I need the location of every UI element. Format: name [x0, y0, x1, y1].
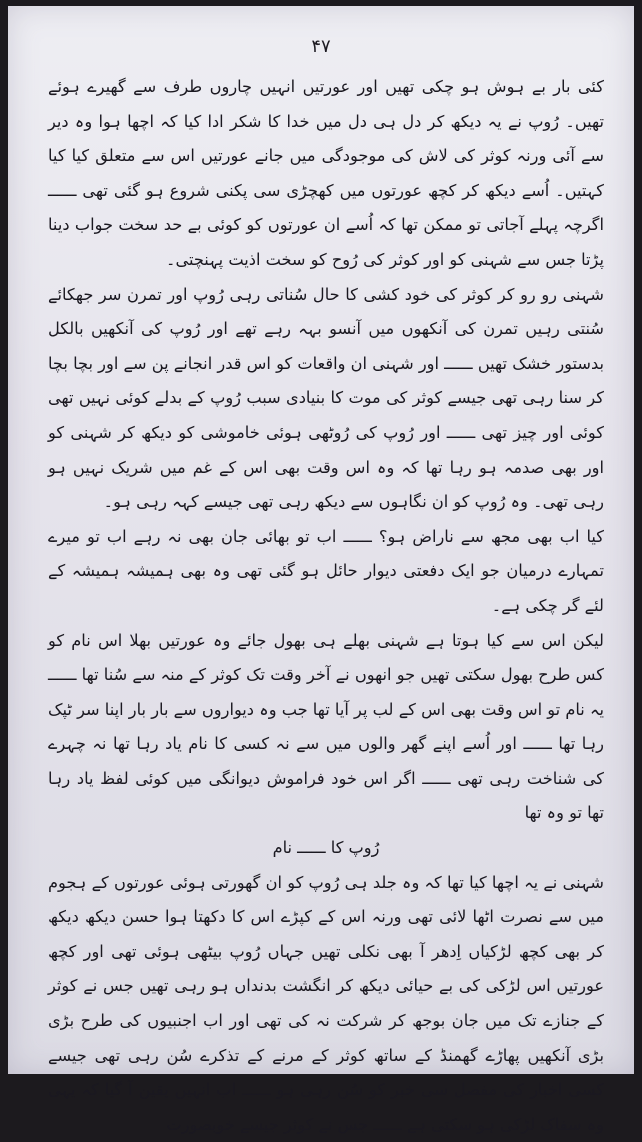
- page-number: ۴۷: [311, 36, 331, 57]
- paragraph: شہنی نے یہ اچھا کیا تھا کہ وہ جلد ہی رُوپ کو ان گھورتی ہوئی عورتوں کے ہجوم میں سے نصرت اٹھا لائی تھی ورنہ اس کے کپڑے اس کا دکھتا ہوا حسن دیکھ دیکھ کر بھی کچھ لڑکیاں اِدھر آ بھی نکلی تھیں جہاں رُوپ بیٹھی ہوئی تھی اور کچھ عورتیں اس لڑکی کی بے حیائی دیکھ کر انگشت بدنداں ہو رہی تھیں جس نے کوثر کے جنازے تک میں جان بوجھ کر شرکت نہ کی تھی اور اب اجنبیوں کی طرح بڑی بڑی آنکھیں پھاڑے گھمنڈ کے ساتھ کوثر کے مرنے کے تذکرے سُن رہی تھی جیسے کسی اخبار کی مفصل سی خبر کو سُن رہی ہو ــــــ اب انہیں یقین آ گیا کہ یہی وہ سفاک لڑکی ہو سکتی ہے ــــــ جس نے کوثر جیسے خوبصورت: [48, 872, 604, 1134]
- book-page: [8, 6, 634, 1134]
- paragraph: لیکن اس سے کیا ہوتا ہے شہنی بھلے ہی بھول جائے وہ عورتیں بھلا اس نام کو کس طرح بھول سکتی تھیں جو انھوں نے آخر وقت تک کوثر کے منہ سے سُنا تھا ــــــ یہ نام تو اس وقت بھی اس کے لب پر آیا تھا جب وہ دیواروں سے بار بار اپنا سر ٹپک رہا تھا ــــــ اور اُسے اپنے گھر والوں میں سے نہ کسی کا نام یاد رہا تھا نہ چہرے کی شناخت رہی تھی ــــــ اگر اس خود فراموش دیوانگی میں کوئی لفظ یاد رہا تھا تو وہ تھا: [48, 630, 604, 823]
- paragraph-heading: رُوپ کا ــــــ نام: [272, 838, 380, 858]
- body-text: [48, 70, 604, 1142]
- paragraph: کیا اب بھی مجھ سے ناراض ہو؟ ــــــ اب تو بھائی جان بھی نہ رہے اب تو میرے تمہارے درمیان جو ایک دفعتی دیوار حائل ہو گئی تھی وہ بھی ہمیشہ ہمیشہ کے لئے گر چکی ہے۔: [48, 526, 604, 615]
- paragraph: کئی بار بے ہوش ہو چکی تھیں اور عورتیں انہیں چاروں طرف سے گھیرے ہوئے تھیں۔ رُوپ نے یہ دیکھ کر دل ہی دل میں خدا کا شکر ادا کیا کہ اچھا ہوا وہ دیر سے آئی ورنہ کوثر کی لاش کی موجودگی میں جانے عورتیں اس سے متعلق کیا کیا کہتیں۔ اُسے دیکھ کر کچھ عورتوں میں کھچڑی سی پکنی شروع ہو گئی تھی ــــــ اگرچہ پہلے آجاتی تو ممکن تھا کہ اُسے ان عورتوں کو کوئی بے حد سخت جواب دینا پڑتا جس سے شہنی کو اور کوثر کی رُوح کو سخت اذیت پہنچتی۔: [48, 77, 604, 269]
- paragraph: شہنی رو رو کر کوثر کی خود کشی کا حال سُناتی رہی رُوپ اور تمرن سر جھکائے سُنتی رہیں تمرن کی آنکھوں میں آنسو بہہ رہے تھے اور رُوپ کی آنکھیں بالکل بدستور خشک تھیں ــــــ اور شہنی ان واقعات کو اس قدر انجانے پن سے اور بچا بچا کر سنا رہی تھی جیسے کوثر کی موت کا بنیادی سبب رُوپ کے بدلے کوئی نہیں تھی کوئی اور چیز تھی ــــــ اور رُوپ کی رُوٹھی ہوئی خاموشی کو دیکھ کر شہنی کو اور بھی صدمہ ہو رہا تھا کہ وہ اس وقت بھی اس کے غم میں شریک نہیں ہو رہی تھی۔ وہ رُوپ کو ان نگاہوں سے دیکھ رہی تھی جیسے کہہ رہی ہو۔: [48, 284, 604, 512]
